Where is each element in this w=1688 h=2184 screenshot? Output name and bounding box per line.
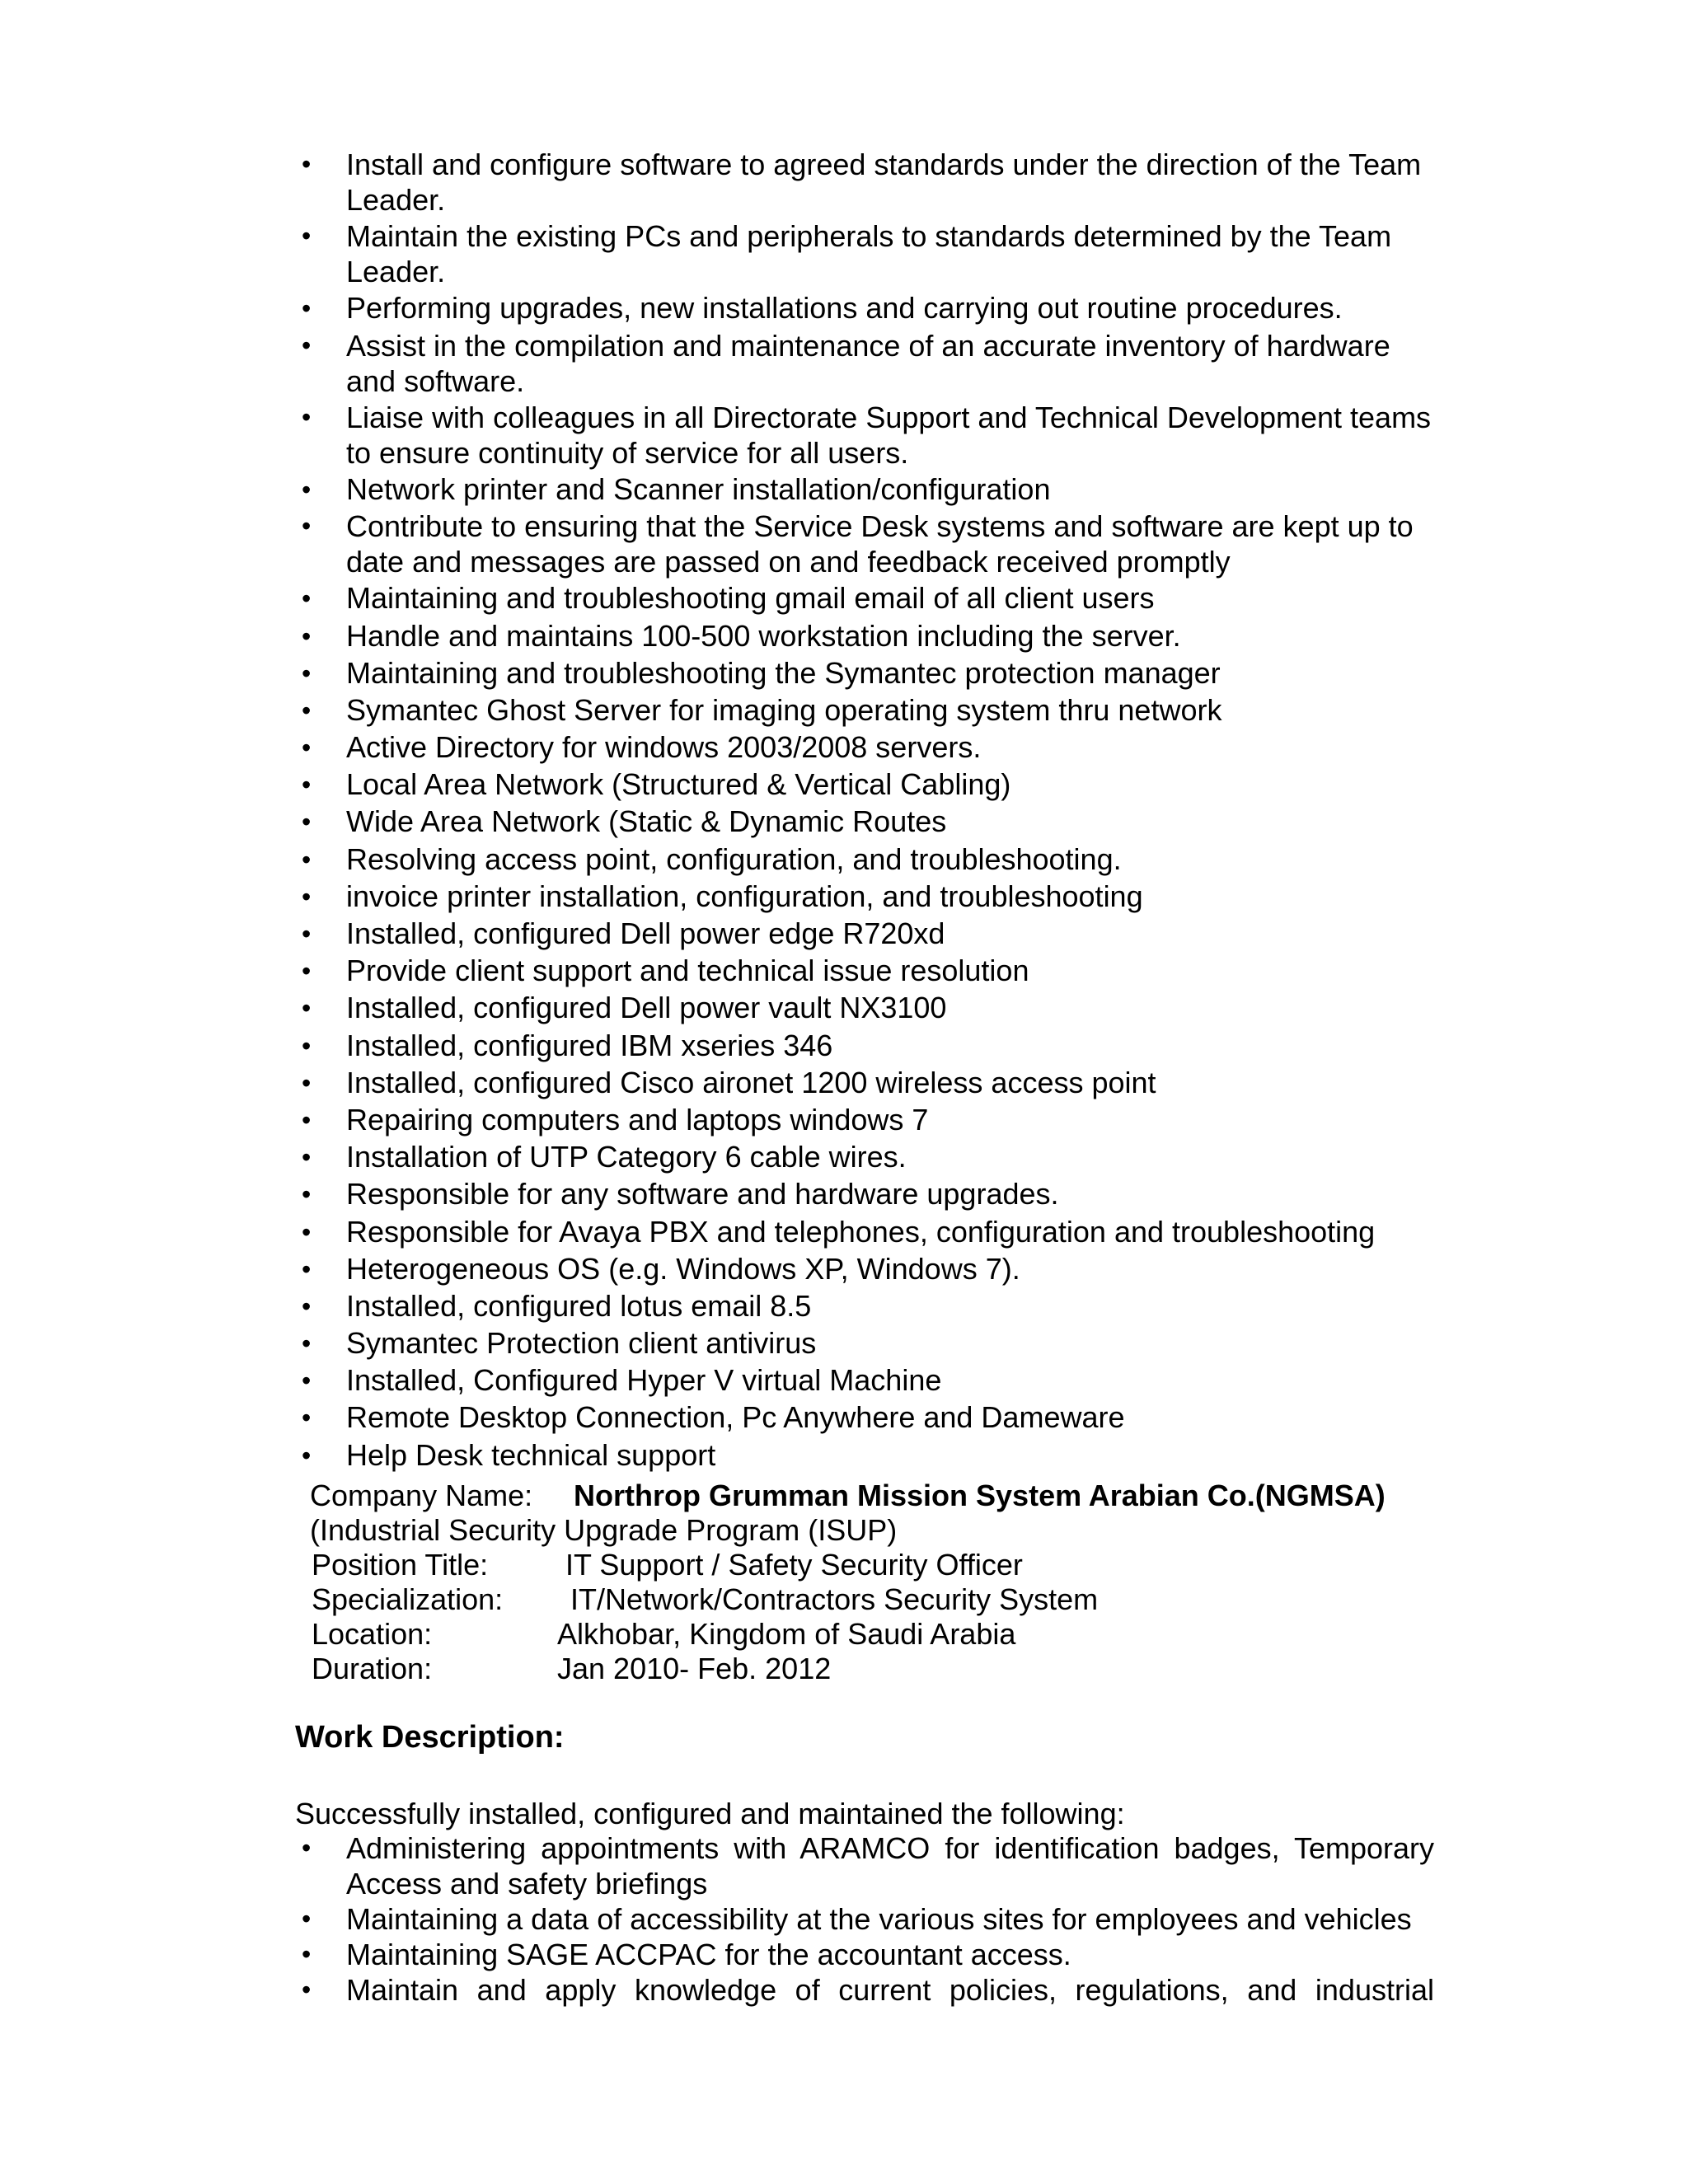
duration-row <box>310 1652 1464 1686</box>
list-item: • Assist in the compilation and maintenance of an accurate inventory of hardware and software. <box>297 328 1434 399</box>
specialization-row <box>310 1582 1464 1617</box>
bullet-icon: • <box>302 919 312 949</box>
list-item: • Installed, configured Cisco aironet 1200 wireless access point <box>297 1065 1434 1101</box>
location-row <box>310 1617 1464 1652</box>
list-item: • Liaise with colleagues in all Directorate Support and Technical Development teams to ensure continuity of service for all users. <box>297 400 1434 471</box>
list-item: • Heterogeneous OS (e.g. Windows XP, Windows 7). <box>297 1251 1434 1287</box>
bullet-icon: • <box>302 1440 312 1470</box>
bullet-icon: • <box>302 1142 312 1173</box>
bullet-icon: • <box>302 1067 312 1098</box>
position-value: IT Support / Safety Security Officer <box>565 1548 1023 1582</box>
list-item: • Responsible for any software and hardware upgrades. <box>297 1176 1434 1212</box>
list-item: • Maintaining a data of accessibility at the various sites for employees and vehicles <box>297 1901 1434 1937</box>
list-item: • Installed, configured IBM xseries 346 <box>297 1028 1434 1064</box>
bullet-icon: • <box>302 1833 312 1863</box>
list-item: • Active Directory for windows 2003/2008 servers. <box>297 729 1434 766</box>
bullet-icon: • <box>302 695 312 725</box>
bullet-icon: • <box>302 956 312 987</box>
bullet-icon: • <box>302 993 312 1024</box>
list-item: • Responsible for Avaya PBX and telephones, configuration and troubleshooting <box>297 1214 1434 1250</box>
list-item: • Installed, configured lotus email 8.5 <box>297 1288 1434 1324</box>
list-item: • Remote Desktop Connection, Pc Anywhere and Dameware <box>297 1399 1434 1436</box>
list-item: • Provide client support and technical issue resolution <box>297 953 1434 989</box>
duration-value: Jan 2010- Feb. 2012 <box>557 1652 832 1685</box>
list-item: • Wide Area Network (Static & Dynamic Routes <box>297 804 1434 840</box>
duration-label: Duration: <box>312 1652 433 1685</box>
bullet-icon: • <box>302 1179 312 1210</box>
work-description-heading: Work Description: <box>295 1720 565 1755</box>
position-label: Position Title: <box>312 1548 489 1582</box>
experience-task-list <box>297 147 1434 1474</box>
company-name-label: Company Name: <box>310 1479 533 1512</box>
bullet-icon: • <box>302 807 312 837</box>
list-item: • Symantec Ghost Server for imaging operating system thru network <box>297 692 1434 729</box>
bullet-icon: • <box>302 149 312 179</box>
bullet-icon: • <box>302 221 312 251</box>
company-details <box>310 1479 1464 1686</box>
bullet-icon: • <box>302 844 312 874</box>
location-label: Location: <box>312 1617 433 1651</box>
list-item: • Help Desk technical support <box>297 1437 1434 1474</box>
work-description-intro: Successfully installed, configured and maintained the following: <box>295 1797 1125 1830</box>
list-item: • Maintaining and troubleshooting the Symantec protection manager <box>297 655 1434 691</box>
specialization-value: IT/Network/Contractors Security System <box>570 1582 1099 1616</box>
list-item: • Administering appointments with ARAMCO for identification badges, Temporary Access and safety briefings <box>297 1830 1434 1901</box>
company-name-row <box>310 1479 1464 1513</box>
list-item: • Installed, configured Dell power vault NX3100 <box>297 990 1434 1026</box>
bullet-icon: • <box>302 881 312 912</box>
bullet-icon: • <box>302 1329 312 1359</box>
list-item: • Install and configure software to agreed standards under the direction of the Team Leader. <box>297 147 1434 218</box>
list-item: • Performing upgrades, new installations and carrying out routine procedures. <box>297 290 1434 326</box>
bullet-icon: • <box>302 1030 312 1061</box>
bullet-icon: • <box>302 583 312 614</box>
bullet-icon: • <box>302 293 312 324</box>
bullet-icon: • <box>302 1939 312 1969</box>
list-item: • Installed, Configured Hyper V virtual Machine <box>297 1362 1434 1399</box>
list-item: • Resolving access point, configuration, and troubleshooting. <box>297 841 1434 878</box>
bullet-icon: • <box>302 1216 312 1247</box>
list-item: • Local Area Network (Structured & Vertical Cabling) <box>297 766 1434 803</box>
list-item: • Maintaining and troubleshooting gmail email of all client users <box>297 580 1434 616</box>
bullet-icon: • <box>302 1291 312 1321</box>
list-item: • Contribute to ensuring that the Service Desk systems and software are kept up to date and messages are passed on and feedback received promptly <box>297 509 1434 579</box>
bullet-icon: • <box>302 401 312 432</box>
bullet-icon: • <box>302 1366 312 1396</box>
list-item: • Repairing computers and laptops windows 7 <box>297 1102 1434 1138</box>
bullet-icon: • <box>302 511 312 541</box>
program-row <box>310 1513 1464 1548</box>
bullet-icon: • <box>302 1904 312 1933</box>
bullet-icon: • <box>302 330 312 360</box>
list-item: • Installed, configured Dell power edge R720xd <box>297 916 1434 952</box>
bullet-icon: • <box>302 474 312 504</box>
position-row <box>310 1548 1464 1582</box>
bullet-icon: • <box>302 658 312 688</box>
location-value: Alkhobar, Kingdom of Saudi Arabia <box>557 1617 1016 1651</box>
list-item: • Network printer and Scanner installation/configuration <box>297 471 1434 508</box>
program-text: (Industrial Security Upgrade Program (ISUP) <box>310 1513 898 1547</box>
list-item: • Installation of UTP Category 6 cable wires. <box>297 1139 1434 1175</box>
list-item: • invoice printer installation, configuration, and troubleshooting <box>297 879 1434 915</box>
work-description-list <box>297 1830 1434 2008</box>
list-item: • Maintaining SAGE ACCPAC for the accountant access. <box>297 1937 1434 1972</box>
specialization-label: Specialization: <box>312 1582 504 1616</box>
company-name-value: Northrop Grumman Mission System Arabian Co.(NGMSA) <box>574 1479 1386 1512</box>
list-item: • Maintain and apply knowledge of current policies, regulations, and industrial <box>297 1972 1434 2008</box>
bullet-icon: • <box>302 1104 312 1135</box>
bullet-icon: • <box>302 1254 312 1284</box>
list-item: • Symantec Protection client antivirus <box>297 1325 1434 1361</box>
bullet-icon: • <box>302 621 312 651</box>
bullet-icon: • <box>302 770 312 800</box>
bullet-icon: • <box>302 1403 312 1433</box>
bullet-icon: • <box>302 1975 312 2004</box>
list-item: • Maintain the existing PCs and peripherals to standards determined by the Team Leader. <box>297 218 1434 289</box>
list-item: • Handle and maintains 100-500 workstation including the server. <box>297 618 1434 654</box>
bullet-icon: • <box>302 733 312 763</box>
